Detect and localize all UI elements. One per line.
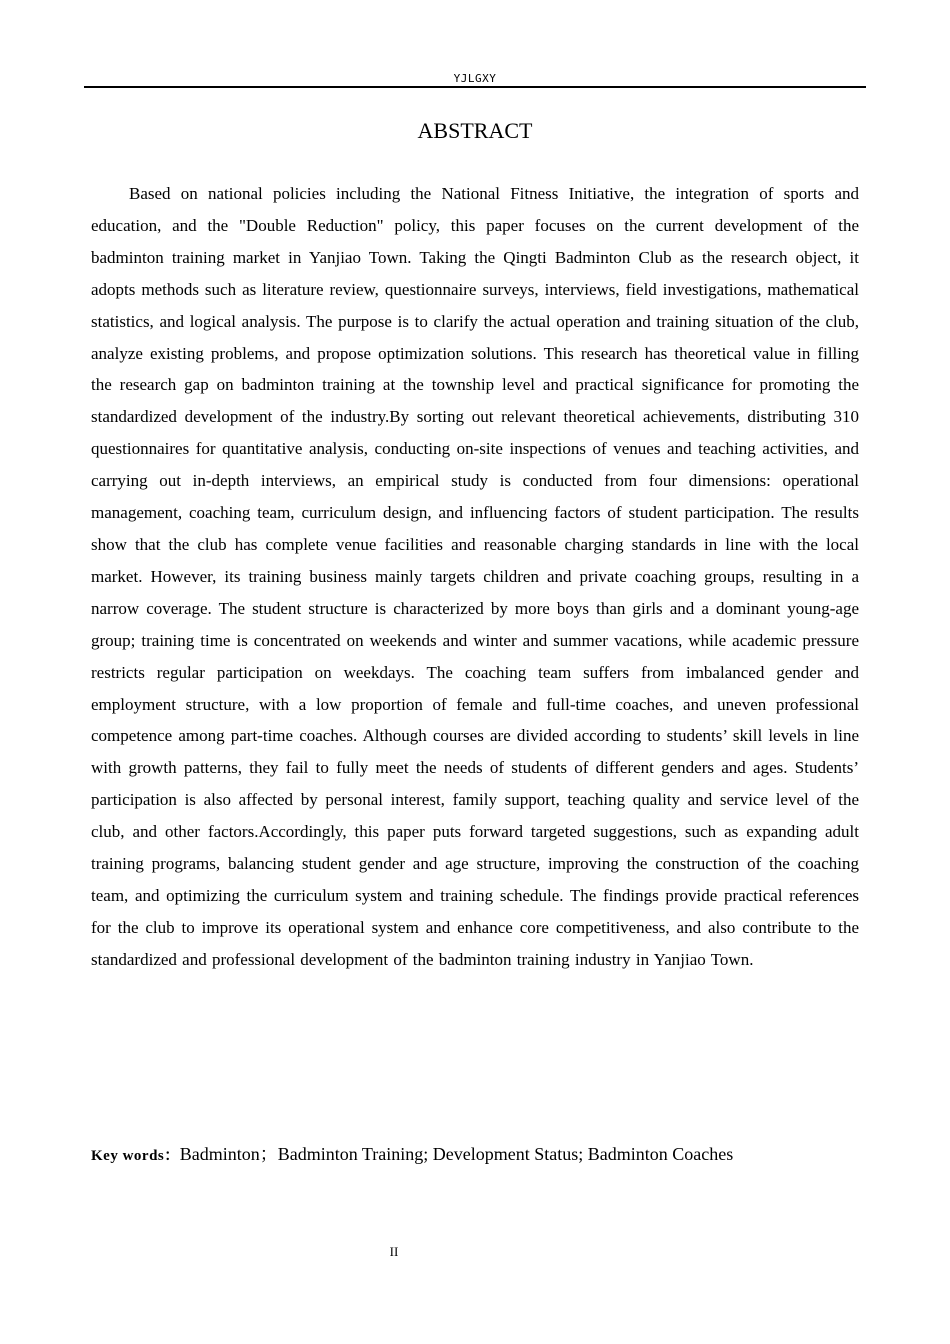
header-rule (84, 86, 866, 88)
keywords-line (91, 1140, 859, 1170)
keywords-value: Badminton；Badminton Training; Development Status; Badminton Coaches (179, 1144, 734, 1164)
abstract-title: ABSTRACT (417, 118, 533, 143)
page-number: II (389, 1244, 399, 1259)
keywords-label: Key words： (91, 1148, 180, 1164)
abstract-body: Based on national policies including the National Fitness Initiative, the integration of sports and education, and the "Double Reduction" policy, this paper focuses on the current development of the badminton training market in Yanjiao Town. Taking the Qingti Badminton Club as the research object, it adopts methods such as literature review, questionnaire surveys, interviews, field investigations, mathematical statistics, and logical analysis. The purpose is to clarify the actual operation and training situation of the club, analyze existing problems, and propose optimization solutions. This research has theoretical value in filling the research gap on badminton training at the township level and practical significance for promoting the standardized development of the industry.By sorting out relevant theoretical achievements, distributing 310 questionnaires for quantitative analysis, conducting on-site inspections of venues and teaching activities, and carrying out in-depth interviews, an empirical study is conducted from four dimensions: operational management, coaching team, curriculum design, and influencing factors of student participation. The results show that the club has complete venue facilities and reasonable charging standards in line with the local market. However, its training business mainly targets children and private coaching groups, resulting in a narrow coverage. The student structure is characterized by more boys than girls and a dominant young-age group; training time is concentrated on weekends and winter and summer vacations, while academic pressure restricts regular participation on weekdays. The coaching team suffers from imbalanced gender and employment structure, with a low proportion of female and full-time coaches, and uneven professional competence among part-time coaches. Although courses are divided according to students’ skill levels in line with growth patterns, they fail to fully meet the needs of students of different genders and ages. Students’ participation is also affected by personal interest, family support, teaching quality and service level of the club, and other factors.Accordingly, this paper puts forward targeted suggestions, such as expanding adult training programs, balancing student gender and age structure, improving the construction of the coaching team, and optimizing the curriculum system and training schedule. The findings provide practical references for the club to improve its operational system and enhance core competitiveness, and also contribute to the standardized and professional development of the badminton training industry in Yanjiao Town. (91, 184, 859, 969)
running-header: YJLGXY (453, 72, 497, 85)
